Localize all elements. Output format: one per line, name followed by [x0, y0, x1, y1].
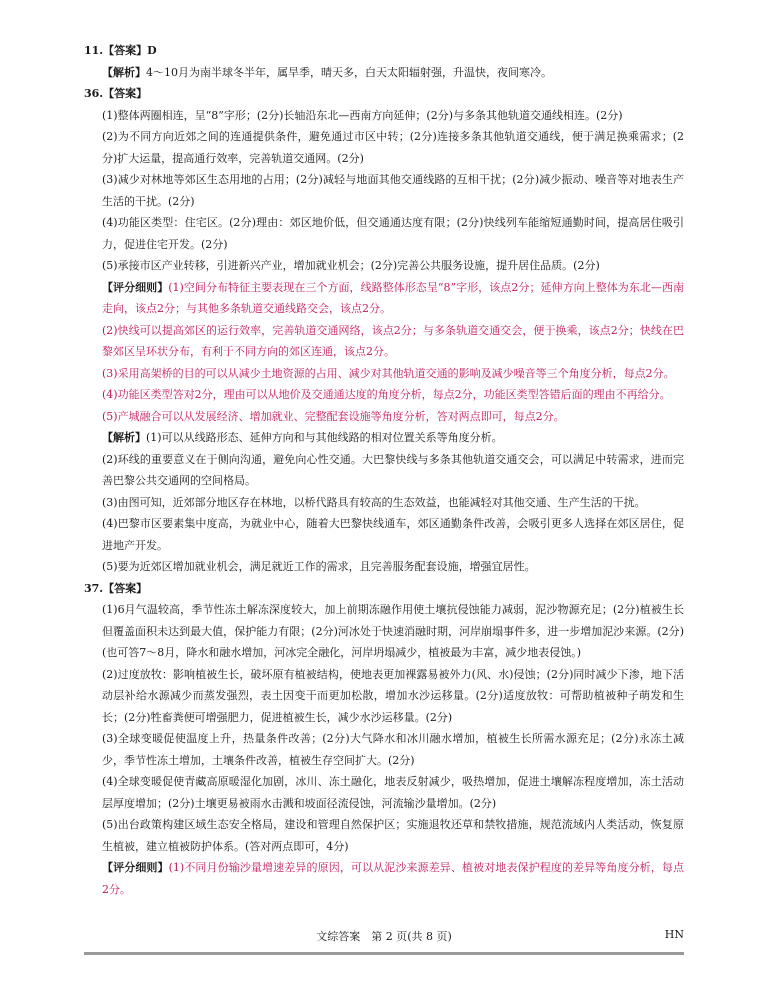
q36-grading-1	[84, 277, 684, 320]
analysis-tag: 【解析】	[102, 65, 146, 79]
grading-text: (1)不同月份输沙量增速差异的原因，可以从泥沙来源差异、植被对地表保护程度的差异等角度分析，每点2分。	[102, 861, 685, 896]
analysis-text: 4～10月为南半球冬半年，属旱季，晴天多，白天太阳辐射强，升温快，夜间寒冷。	[146, 65, 552, 79]
q36-answer-2: (2)为不同方向近郊之间的连通提供条件，避免通过市区中转；(2分)连接多条其他轨道交通线，便于满足换乘需求；(2分)扩大运量，提高通行效率，完善轨道交通网。(2分)	[102, 130, 684, 165]
analysis-text: (1)可以从线路形态、延伸方向和与其他线路的相对位置关系等角度分析。	[146, 431, 503, 444]
q36-analysis-5: (5)要为近郊区增加就业机会，满足就近工作的需求，且完善服务配套设施，增强宜居性。	[102, 560, 536, 573]
q37-answer-4: (4)全球变暖促使青藏高原暖湿化加剧，冰川、冻土融化，地表反射减少，吸热增加，促进土壤解冻程度增加，冻土活动层厚度增加；(2分)土壤更易被雨水击溅和坡面径流侵蚀，河流输沙量增加。(2分)	[102, 775, 684, 810]
footer-rule	[84, 952, 684, 955]
analysis-tag: 【解析】	[102, 431, 146, 444]
grading-tag: 【评分细则】	[102, 861, 169, 874]
q36-grading-5: (5)产城融合可以从发展经济、增加就业、完整配套设施等角度分析，答对两点即可，每点2分。	[102, 409, 565, 423]
q36-title: 36.【答案】	[84, 87, 148, 100]
q11-analysis	[84, 62, 684, 84]
q36-answer-5: (5)承接市区产业转移，引进新兴产业，增加就业机会；(2分)完善公共服务设施，提升居住品质。(2分)	[102, 259, 600, 272]
q37-answer-2: (2)过度放牧：影响植被生长，破坏原有植被结构，使地表更加裸露易被外力(风、水)侵蚀；(2分)同时减少下渗，地下活动层补给水源减少而蒸发强烈，表土因变干而更加松散，增加水沙运移量。(2分)适度放牧：可帮助植被种子萌发和生长；(2分)牲畜粪便可增强肥力，促进植被生长，减少水沙运移量。(2分)	[102, 667, 684, 724]
q36-analysis-2: (2)环线的重要意义在于侧向沟通，避免向心性交通。大巴黎快线与多条其他轨道交通交会，可以满足中转需求，进而完善巴黎公共交通网的空间格局。	[102, 452, 684, 487]
q37-answer-1: (1)6月气温较高，季节性冻土解冻深度较大，加上前期冻融作用使土壤抗侵蚀能力减弱，泥沙物源充足；(2分)植被生长但覆盖面积未达到最大值，保护能力有限；(2分)河冰处于快速消融时期，河岸崩塌事件多，进一步增加泥沙来源。(2分)(也可答7～8月，降水和融水增加，河冰完全融化，河岸坍塌减少，植被最为丰富，减少地表侵蚀。)	[102, 603, 684, 659]
q36-grading-2: (2)快线可以提高郊区的运行效率，完善轨道交通网络，该点2分；与多条轨道交通交会，便于换乘，该点2分；快线在巴黎郊区呈环状分布，有利于不同方向的郊区连通，该点2分。	[102, 323, 684, 358]
q36-analysis-3: (3)由图可知，近郊部分地区存在林地，以桥代路具有较高的生态效益，也能减轻对其他交通、生产生活的干扰。	[102, 495, 646, 509]
q37-answer-3: (3)全球变暖促使温度上升，热量条件改善；(2分)大气降水和冰川融水增加，植被生长所需水源充足；(2分)永冻土减少，季节性冻土增加，土壤条件改善，植被生存空间扩大。(2分)	[102, 732, 684, 767]
page-footer	[84, 928, 684, 948]
q36-grading-3: (3)采用高架桥的目的可以从减少土地资源的占用、减少对其他轨道交通的影响及减少噪音等三个角度分析，每点2分。	[102, 366, 675, 380]
q36-answer-4: (4)功能区类型：住宅区。(2分)理由：郊区地价低，但交通通达度有限；(2分)快线列车能缩短通勤时间，提高居住吸引力，促进住宅开发。(2分)	[102, 216, 684, 251]
q36-analysis-1	[84, 427, 684, 449]
page-number: 文综答案 第 2 页(共 8 页)	[316, 930, 452, 943]
grading-text: (1)空间分布特征主要表现在三个方面，线路整体形态呈“8”字形，该点2分；延伸方向上整体为东北—西南走向，该点2分；与其他多条轨道交通线路交会，该点2分。	[102, 280, 685, 315]
q37-answer-5: (5)出台政策构建区域生态安全格局，建设和管理自然保护区；实施退牧还草和禁牧措施，规范流域内人类活动，恢复原生植被，建立植被防护体系。(答对两点即可，4分)	[102, 818, 684, 853]
region-code: HN	[664, 928, 684, 941]
q11-title: 11.【答案】D	[84, 44, 157, 57]
q37-grading-1	[84, 857, 684, 900]
q36-answer-1: (1)整体两圈相连，呈“8”字形；(2分)长轴沿东北—西南方向延伸；(2分)与多条其他轨道交通线相连。(2分)	[102, 108, 623, 122]
page-content	[84, 40, 684, 900]
q36-answer-3: (3)减少对林地等郊区生态用地的占用；(2分)减轻与地面其他交通线路的互相干扰；(2分)减少振动、噪音等对地表生产生活的干扰。(2分)	[102, 173, 684, 208]
q37-title: 37.【答案】	[84, 581, 148, 595]
q36-analysis-4: (4)巴黎市区要素集中度高，为就业中心，随着大巴黎快线通车，郊区通勤条件改善，会吸引更多人选择在郊区居住，促进地产开发。	[102, 517, 684, 552]
q36-grading-4: (4)功能区类型答对2分，理由可以从地价及交通通达度的角度分析，每点2分，功能区类型答错后面的理由不再给分。	[102, 388, 671, 401]
grading-tag: 【评分细则】	[102, 280, 169, 294]
